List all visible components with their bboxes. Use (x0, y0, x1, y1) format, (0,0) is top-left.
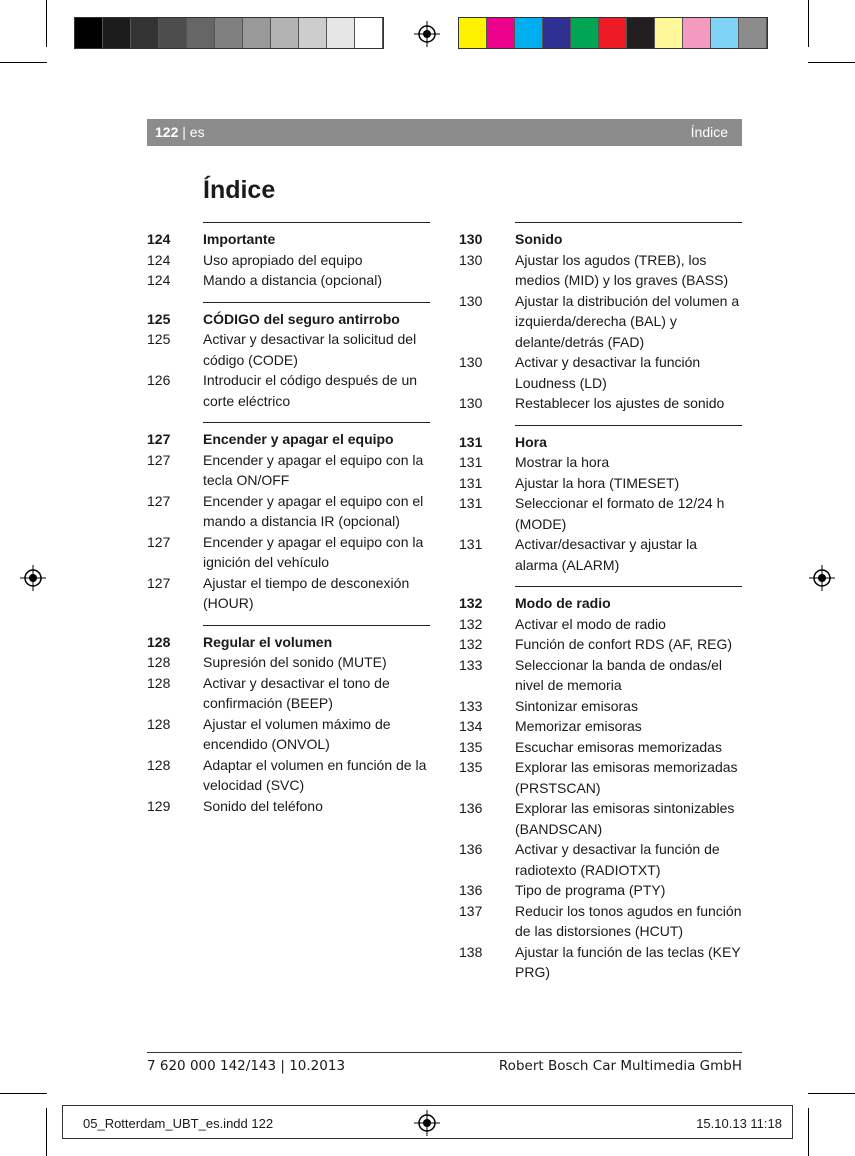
crop-mark (808, 0, 809, 47)
entry-title: Ajustar el volumen máximo de encendido (ONVOL) (203, 715, 391, 752)
toc-entry[interactable] (147, 270, 430, 291)
entry-page-number: 125 (147, 331, 171, 347)
process-color-bar (458, 17, 768, 49)
toc-right-column (459, 222, 742, 994)
entry-title: Activar y desactivar el tono de confirmación (BEEP) (203, 674, 390, 711)
entry-title: Introducir el código después de un corte eléctrico (203, 372, 418, 409)
entry-title: Supresión del sonido (MUTE) (203, 654, 387, 670)
toc-entry[interactable] (459, 880, 742, 901)
toc-entry[interactable] (147, 450, 430, 491)
entry-title: Ajustar los agudos (TREB), los medios (MID) y los graves (BASS) (515, 251, 729, 288)
entry-title: Explorar las emisoras sintonizables (BANDSCAN) (515, 800, 735, 837)
slug-filename: 05_Rotterdam_UBT_es.indd 122 (83, 1116, 274, 1131)
entry-page-number: 130 (459, 251, 483, 268)
color-swatch (515, 18, 543, 48)
section-divider (515, 222, 742, 223)
color-swatch (711, 18, 739, 48)
entry-page-number: 130 (459, 354, 483, 370)
print-slug (62, 1105, 793, 1139)
toc-entry[interactable] (147, 250, 430, 271)
entry-title: Tipo de programa (PTY) (515, 882, 666, 898)
section-divider (203, 625, 430, 626)
toc-section-heading[interactable] (459, 593, 742, 614)
entry-page-number: 130 (459, 395, 483, 411)
entry-title: Ajustar el tiempo de desconexión (HOUR) (203, 574, 410, 611)
color-swatch (131, 18, 159, 48)
entry-page-number: 136 (459, 882, 483, 898)
entry-page-number: 128 (147, 674, 171, 691)
color-swatch (187, 18, 215, 48)
page-title: Índice (203, 176, 276, 204)
section-page-number: 125 (147, 310, 171, 327)
color-swatch (75, 18, 103, 48)
toc-entry[interactable] (459, 452, 742, 473)
entry-page-number: 136 (459, 800, 483, 816)
toc-entry[interactable] (459, 737, 742, 758)
entry-title: Seleccionar la banda de ondas/el nivel de memoria (515, 656, 723, 693)
toc-section (459, 425, 742, 576)
entry-page-number: 124 (147, 251, 171, 268)
toc-section (459, 222, 742, 414)
color-swatch (487, 18, 515, 48)
header-separator: | (178, 124, 190, 140)
entry-page-number: 135 (459, 759, 483, 775)
color-swatch (543, 18, 571, 48)
crop-mark (808, 62, 855, 63)
entry-title: Activar y desactivar la función Loudness (LD) (515, 354, 701, 391)
entry-page-number: 124 (147, 272, 171, 288)
header-section-title: Índice (690, 124, 728, 140)
entry-page-number: 138 (459, 943, 483, 960)
color-swatch (159, 18, 187, 48)
entry-page-number: 135 (459, 738, 483, 755)
entry-title: Ajustar la función de las teclas (KEY PRG) (515, 943, 741, 980)
entry-title: Restablecer los ajustes de sonido (515, 395, 725, 411)
entry-page-number: 127 (147, 533, 171, 550)
entry-title: Mostrar la hora (515, 454, 610, 470)
footer-document-number: 7 620 000 142/143 | 10.2013 (147, 1058, 346, 1074)
toc-entry[interactable] (459, 493, 742, 534)
color-swatch (327, 18, 355, 48)
toc-section (147, 302, 430, 412)
footer-divider (147, 1052, 742, 1053)
registration-mark-icon (20, 565, 46, 591)
crop-mark (46, 0, 47, 47)
toc-entry[interactable] (459, 696, 742, 717)
toc-entry[interactable] (459, 393, 742, 414)
section-heading: Encender y apagar el equipo (203, 431, 394, 447)
entry-title: Adaptar el volumen en función de la velocidad (SVC) (203, 756, 427, 793)
entry-page-number: 128 (147, 756, 171, 773)
toc-section-heading[interactable] (147, 229, 430, 250)
toc-section-heading[interactable] (459, 432, 742, 453)
section-divider (515, 425, 742, 426)
section-divider (203, 222, 430, 223)
toc-entry[interactable] (459, 534, 742, 575)
toc-section-heading[interactable] (147, 429, 430, 450)
toc-entry[interactable] (459, 250, 742, 291)
section-heading: Sonido (515, 231, 563, 247)
toc-left-column (147, 222, 430, 827)
toc-entry[interactable] (147, 714, 430, 755)
entry-page-number: 129 (147, 797, 171, 814)
entry-page-number: 131 (459, 536, 483, 552)
section-heading: Hora (515, 433, 547, 450)
entry-title: Activar y desactivar la función de radiotexto (RADIOTXT) (515, 841, 720, 878)
toc-entry[interactable] (459, 352, 742, 393)
color-swatch (739, 18, 767, 48)
entry-title: Seleccionar el formato de 12/24 h (MODE) (515, 495, 725, 532)
entry-title: Explorar las emisoras memorizadas (PRSTSCAN) (515, 759, 738, 796)
color-swatch (243, 18, 271, 48)
toc-entry[interactable] (459, 473, 742, 494)
entry-title: Escuchar emisoras memorizadas (515, 738, 722, 755)
toc-section (147, 222, 430, 291)
toc-entry[interactable] (459, 614, 742, 635)
toc-entry[interactable] (147, 796, 430, 817)
toc-entry[interactable] (459, 901, 742, 942)
toc-entry[interactable] (147, 673, 430, 714)
section-divider (203, 422, 430, 423)
toc-section (147, 625, 430, 817)
entry-page-number: 127 (147, 574, 171, 591)
entry-title: Ajustar la hora (TIMESET) (515, 474, 680, 491)
registration-mark-icon (414, 21, 440, 47)
toc-entry[interactable] (459, 291, 742, 353)
color-swatch (355, 18, 383, 48)
crop-mark (808, 1108, 809, 1156)
section-divider (515, 586, 742, 587)
header-page-number: 122 (155, 124, 179, 140)
entry-page-number: 132 (459, 615, 483, 632)
toc-section (147, 422, 430, 614)
header-language: es (189, 124, 205, 140)
entry-page-number: 126 (147, 372, 171, 388)
entry-title: Uso apropiado del equipo (203, 251, 363, 268)
entry-title: Sintonizar emisoras (515, 697, 638, 714)
entry-title: Activar/desactivar y ajustar la alarma (ALARM) (515, 536, 698, 573)
toc-entry[interactable] (459, 655, 742, 696)
crop-mark (46, 1108, 47, 1156)
entry-title: Memorizar emisoras (515, 718, 642, 734)
toc-entry[interactable] (459, 757, 742, 798)
entry-page-number: 136 (459, 841, 483, 857)
toc-entry[interactable] (459, 716, 742, 737)
color-swatch (271, 18, 299, 48)
toc-entry[interactable] (459, 798, 742, 839)
crop-mark (0, 62, 47, 63)
entry-page-number: 133 (459, 656, 483, 673)
color-swatch (627, 18, 655, 48)
section-page-number: 131 (459, 433, 483, 450)
entry-title: Mando a distancia (opcional) (203, 272, 382, 288)
color-swatch (571, 18, 599, 48)
footer-publisher: Robert Bosch Car Multimedia GmbH (498, 1058, 742, 1074)
color-swatch (599, 18, 627, 48)
entry-page-number: 133 (459, 697, 483, 714)
crop-mark (0, 1093, 47, 1094)
toc-entry[interactable] (147, 370, 430, 411)
color-swatch (103, 18, 131, 48)
grayscale-color-bar (74, 17, 384, 49)
entry-title: Función de confort RDS (AF, REG) (515, 636, 733, 652)
section-page-number: 128 (147, 633, 171, 650)
entry-title: Encender y apagar el equipo con la ignición del vehículo (203, 533, 424, 570)
section-page-number: 124 (147, 231, 171, 247)
entry-title: Activar y desactivar la solicitud del código (CODE) (203, 331, 417, 368)
header-page-number-group (155, 124, 205, 140)
color-swatch (299, 18, 327, 48)
toc-section-heading[interactable] (147, 632, 430, 653)
entry-title: Encender y apagar el equipo con el mando a distancia IR (opcional) (203, 492, 424, 529)
entry-page-number: 130 (459, 292, 483, 309)
toc-entry[interactable] (459, 839, 742, 880)
entry-page-number: 127 (147, 451, 171, 468)
entry-page-number: 131 (459, 474, 483, 491)
toc-section-heading[interactable] (459, 229, 742, 250)
color-swatch (215, 18, 243, 48)
entry-title: Reducir los tonos agudos en función de las distorsiones (HCUT) (515, 902, 742, 939)
section-page-number: 127 (147, 431, 171, 447)
section-heading: Modo de radio (515, 595, 611, 611)
entry-title: Ajustar la distribución del volumen a izquierda/derecha (BAL) y delante/detrás (FAD) (515, 292, 740, 350)
toc-entry[interactable] (459, 634, 742, 655)
section-heading: Importante (203, 231, 276, 247)
entry-page-number: 132 (459, 636, 483, 652)
entry-page-number: 128 (147, 654, 171, 670)
toc-entry[interactable] (147, 573, 430, 614)
color-swatch (683, 18, 711, 48)
registration-mark-icon (809, 565, 835, 591)
running-header (147, 119, 742, 146)
entry-page-number: 137 (459, 902, 483, 919)
entry-page-number: 131 (459, 454, 483, 470)
toc-entry[interactable] (459, 942, 742, 983)
section-divider (203, 302, 430, 303)
slug-timestamp: 15.10.13 11:18 (696, 1116, 782, 1131)
toc-entry[interactable] (147, 755, 430, 796)
section-page-number: 132 (459, 595, 483, 611)
entry-page-number: 128 (147, 715, 171, 732)
section-heading: CÓDIGO del seguro antirrobo (203, 310, 400, 327)
crop-mark (808, 1093, 855, 1094)
entry-title: Sonido del teléfono (203, 797, 323, 814)
entry-title: Encender y apagar el equipo con la tecla ON/OFF (203, 451, 424, 488)
toc-entry[interactable] (147, 532, 430, 573)
entry-title: Activar el modo de radio (515, 615, 666, 632)
entry-page-number: 127 (147, 492, 171, 509)
entry-page-number: 134 (459, 718, 483, 734)
toc-section-heading[interactable] (147, 309, 430, 330)
entry-page-number: 131 (459, 495, 483, 511)
toc-entry[interactable] (147, 491, 430, 532)
toc-entry[interactable] (147, 652, 430, 673)
color-swatch (655, 18, 683, 48)
section-page-number: 130 (459, 231, 483, 247)
section-heading: Regular el volumen (203, 633, 333, 650)
toc-section (459, 586, 742, 983)
toc-entry[interactable] (147, 329, 430, 370)
color-swatch (459, 18, 487, 48)
